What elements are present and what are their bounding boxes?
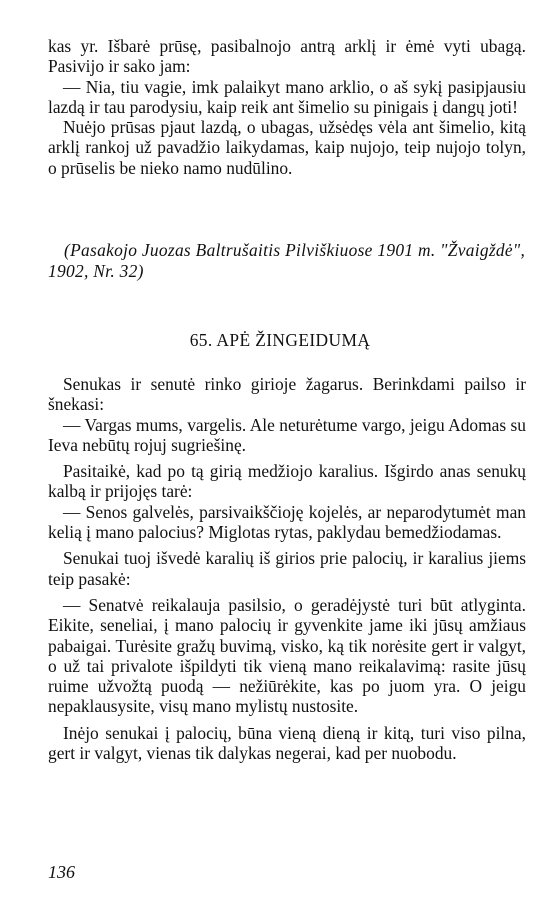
paragraph: Inėjo senukai į palocių, būna vieną dieną ir kitą, turi viso pilna, gert ir valgyt, vienas tik dalykas negerai, kad per nuobodu. — [48, 722, 526, 764]
previous-story-ending — [48, 36, 526, 178]
source-note: (Pasakojo Juozas Baltrušaitis Pilviškiuose 1901 m. "Žvaigždė", 1902, Nr. 32) — [48, 240, 526, 281]
story-body — [48, 374, 526, 763]
paragraph: kas yr. Išbarė prūsę, pasibalnojo antrą arklį ir ėmė vyti ubagą. Pasivijo ir sako jam: — [48, 36, 526, 77]
story-heading: 65. APĖ ŽINGEIDUMĄ — [189, 330, 371, 350]
paragraph: — Nia, tiu vagie, imk palaikyt mano arklio, o aš sykį pasipjausiu lazdą ir tau parodysiu, kaip reik ant šimelio su pinigais į dangų joti! — [48, 76, 526, 117]
paragraph: — Vargas mums, vargelis. Ale neturėtume vargo, jeigu Adomas su Ieva nebūtų rojuj sugriešinę. — [48, 414, 526, 455]
paragraph: Pasitaikė, kad po tą girią medžiojo karalius. Išgirdo anas senukų kalbą ir prijojęs tarė: — [48, 461, 526, 502]
paragraph: Senukai tuoj išvedė karalių iš girios prie palocių, ir karalius jiems teip pasakė: — [48, 548, 526, 589]
paragraph: — Senos galvelės, parsivaikščioję kojelės, ar neparodytumėt man kelią į mano palocius? Miglotas rytas, paklydau bemedžiodamas. — [48, 501, 526, 543]
paragraph: Senukas ir senutė rinko girioje žagarus. Berinkdami pailso ir šnekasi: — [48, 374, 526, 415]
page-number: 136 — [48, 862, 75, 882]
paragraph: Nuėjo prūsas pjaut lazdą, o ubagas, užsėdęs vėla ant šimelio, kitą arklį rankoj už pavadžio laikydamas, kaip nujojo, teip nujojo tolyn, o prūselis be nieko namo nudūlino. — [48, 117, 526, 178]
paragraph: — Senatvė reikalauja pasilsio, o geradėjystė turi būt atlyginta. Eikite, seneliai, į mano palocių ir gyvenkite jame iki jūsų amžiaus pabaigai. Turėsite gražų buvimą, visko, ką tik norėsite gert ir valgyt, o už tai privalote išpildyti tik vieną mano reikalavimą: rasite jūsų ruime užvožtą puodą — nežiūrėkite, kas po juom yra. O jeigu nepaklausysite, visų mano mylistų nustosite. — [48, 594, 526, 717]
